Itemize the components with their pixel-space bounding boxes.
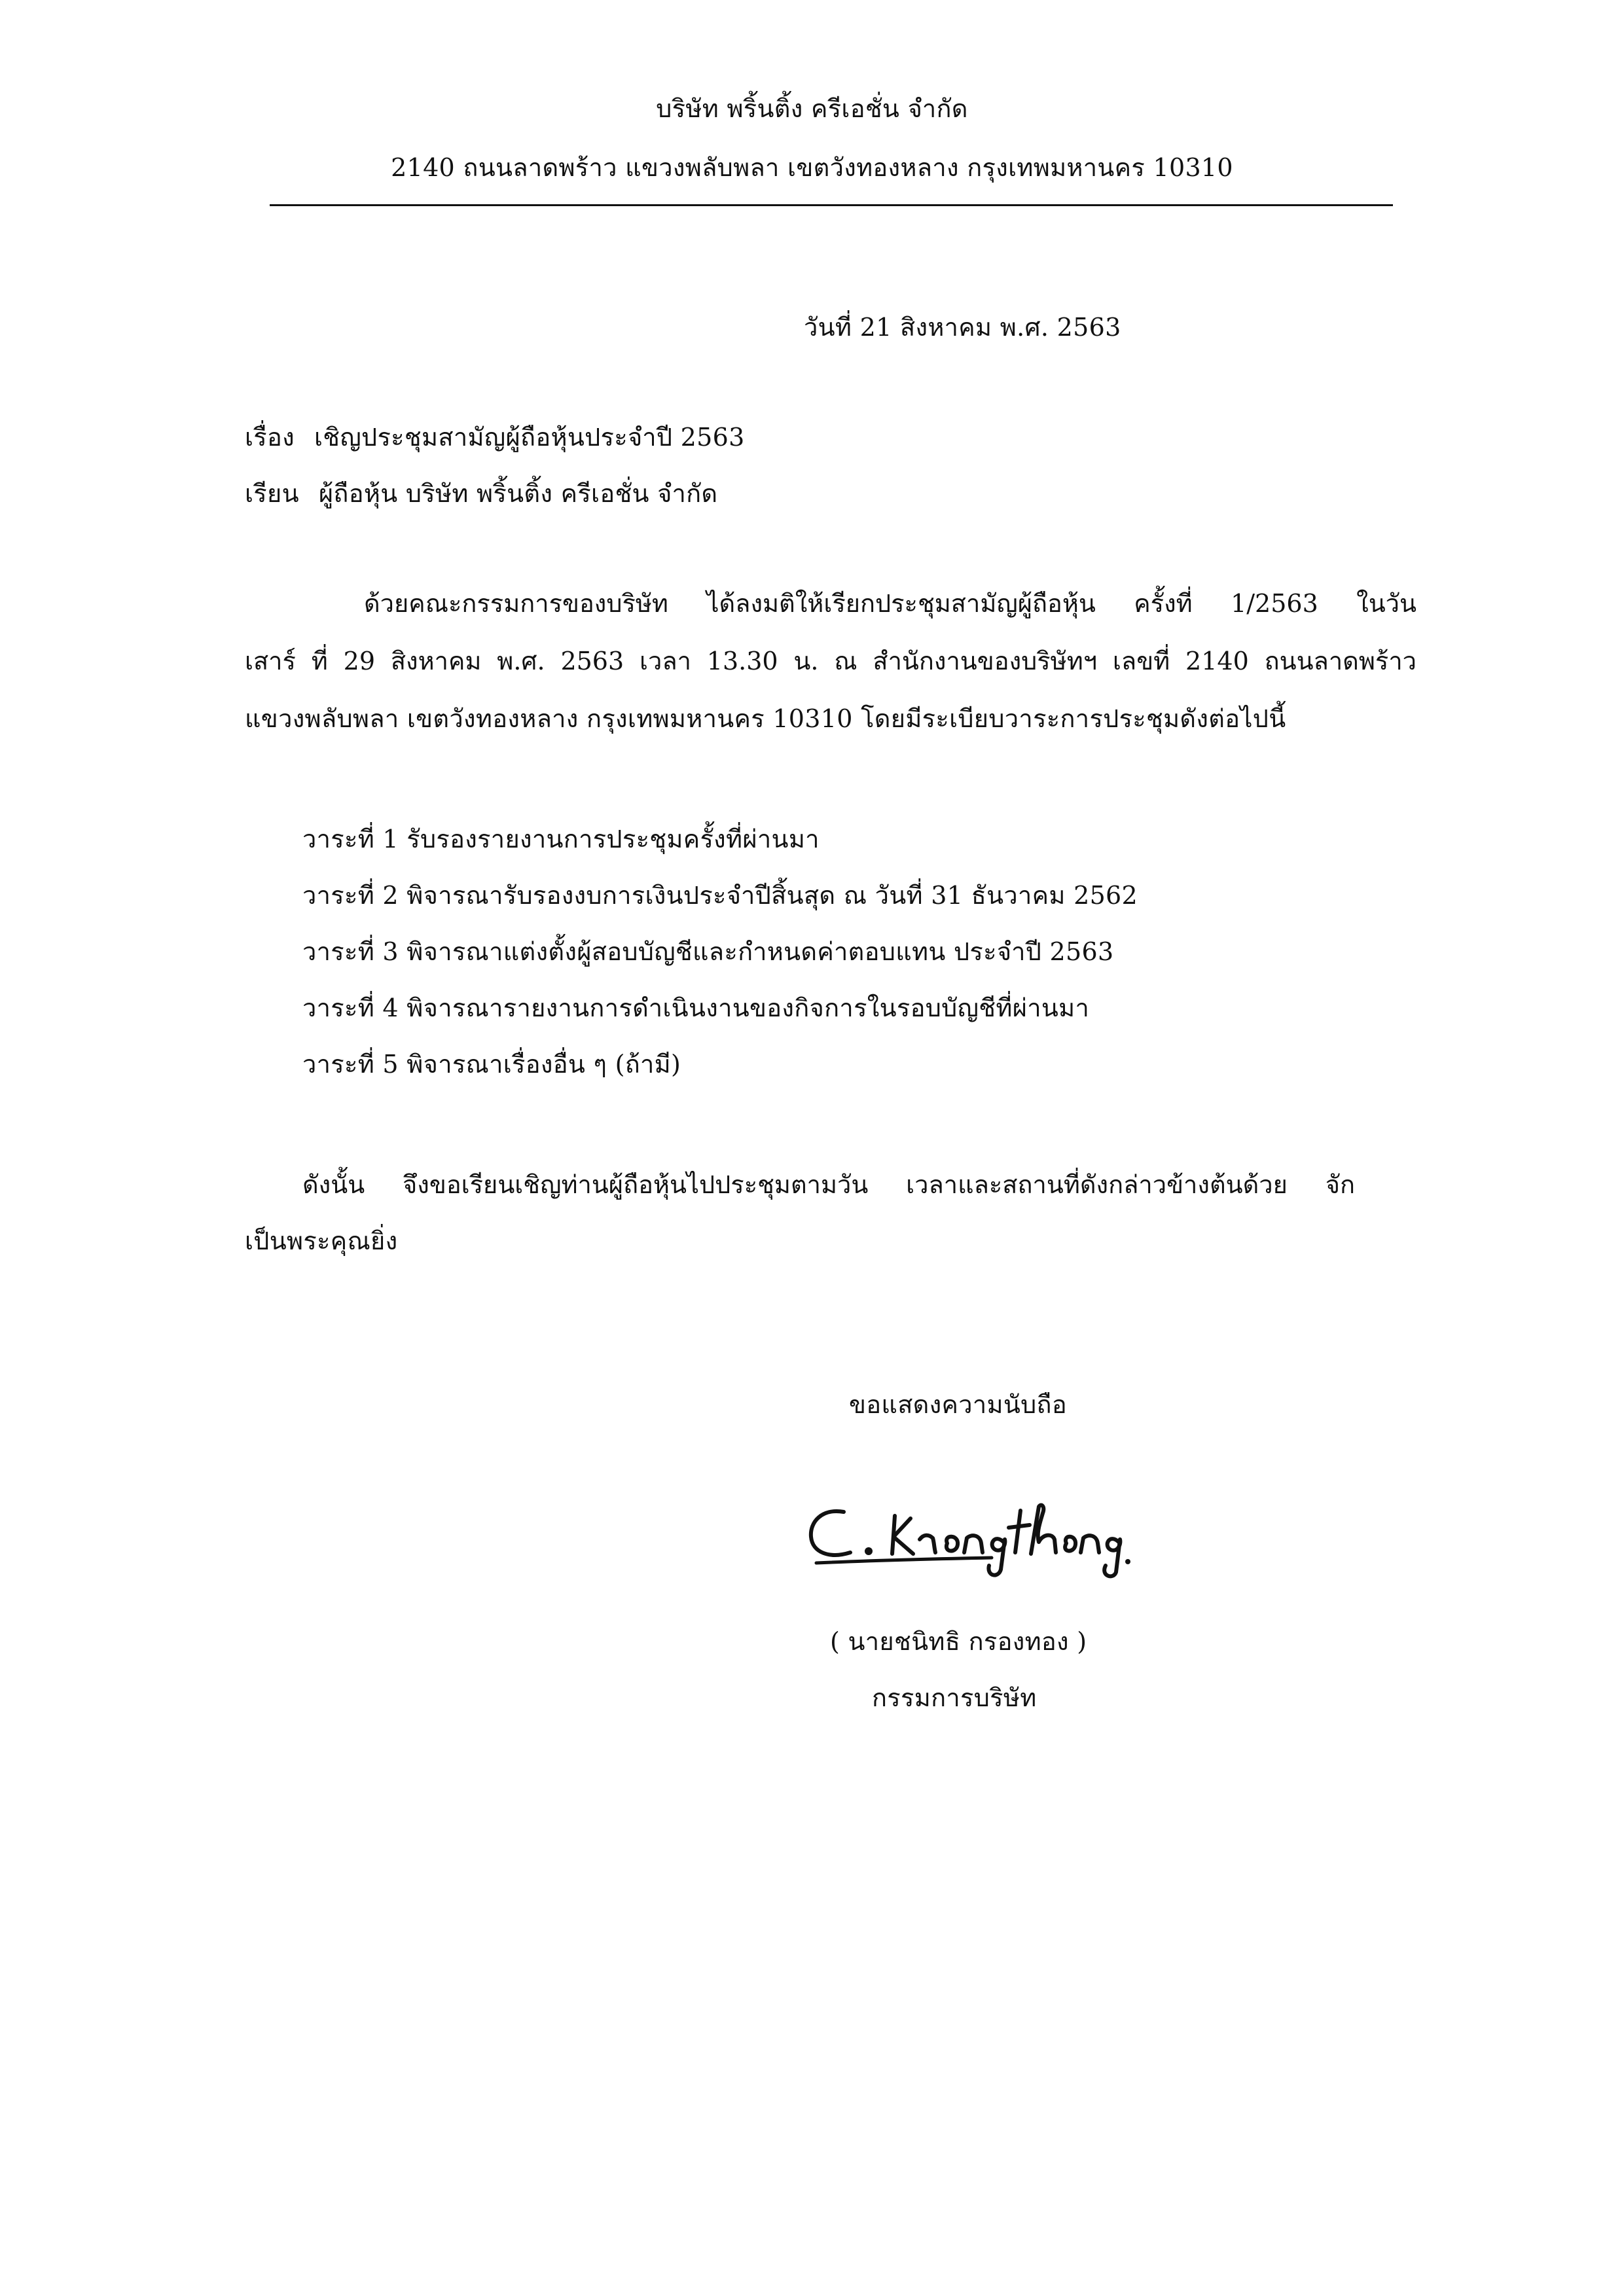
recipient-text: ผู้ถือหุ้น บริษัท พริ้นติ้ง ครีเอชั่น จำกัด xyxy=(318,479,718,508)
handwritten-signature xyxy=(795,1496,1136,1581)
subject-label: เรื่อง xyxy=(245,423,295,452)
recipient-line xyxy=(245,475,717,512)
letter-date: วันที่ 21 สิงหาคม พ.ศ. 2563 xyxy=(804,313,1121,342)
closing-line-2: เป็นพระคุณยิ่ง xyxy=(245,1227,398,1255)
signatory-name: ( นายชนิทธิ กรองทอง ) xyxy=(830,1627,1087,1656)
intro-line-3: แขวงพลับพลา เขตวังทองหลาง กรุงเทพมหานคร 10310 โดยมีระเบียบวาระการประชุมดังต่อไปนี้ xyxy=(245,704,1286,733)
agenda-item-5: วาระที่ 5 พิจารณาเรื่องอื่น ๆ (ถ้ามี) xyxy=(302,1050,681,1079)
closing-line-1: ดังนั้น จึงขอเรียนเชิญท่านผู้ถือหุ้นไปประชุมตามวัน เวลาและสถานที่ดังกล่าวข้างต้นด้วย จัก xyxy=(302,1170,1355,1199)
agenda-item-1: วาระที่ 1 รับรองรายงานการประชุมครั้งที่ผ่านมา xyxy=(302,825,820,853)
salutation: ขอแสดงความนับถือ xyxy=(849,1390,1067,1419)
intro-line-1: ด้วยคณะกรรมการของบริษัท ได้ลงมติให้เรียกประชุมสามัญผู้ถือหุ้น ครั้งที่ 1/2563 ในวัน xyxy=(364,589,1416,618)
subject-line xyxy=(245,419,745,456)
company-name: บริษัท พริ้นติ้ง ครีเอชั่น จำกัด xyxy=(656,94,968,123)
company-address: 2140 ถนนลาดพร้าว แขวงพลับพลา เขตวังทองหลาง กรุงเทพมหานคร 10310 xyxy=(391,153,1233,182)
agenda-item-4: วาระที่ 4 พิจารณารายงานการดำเนินงานของกิจการในรอบบัญชีที่ผ่านมา xyxy=(302,994,1090,1022)
signatory-position: กรรมการบริษัท xyxy=(872,1683,1037,1712)
agenda-item-3: วาระที่ 3 พิจารณาแต่งตั้งผู้สอบบัญชีและกำหนดค่าตอบแทน ประจำปี 2563 xyxy=(302,937,1114,966)
subject-text: เชิญประชุมสามัญผู้ถือหุ้นประจำปี 2563 xyxy=(314,423,745,452)
agenda-item-2: วาระที่ 2 พิจารณารับรองงบการเงินประจำปีสิ้นสุด ณ วันที่ 31 ธันวาคม 2562 xyxy=(302,881,1138,910)
letterhead-divider xyxy=(270,204,1393,206)
intro-line-2: เสาร์ ที่ 29 สิงหาคม พ.ศ. 2563 เวลา 13.30 น. ณ สำนักงานของบริษัทฯ เลขที่ 2140 ถนนลาดพร้าว xyxy=(245,647,1416,675)
recipient-label: เรียน xyxy=(245,479,299,508)
